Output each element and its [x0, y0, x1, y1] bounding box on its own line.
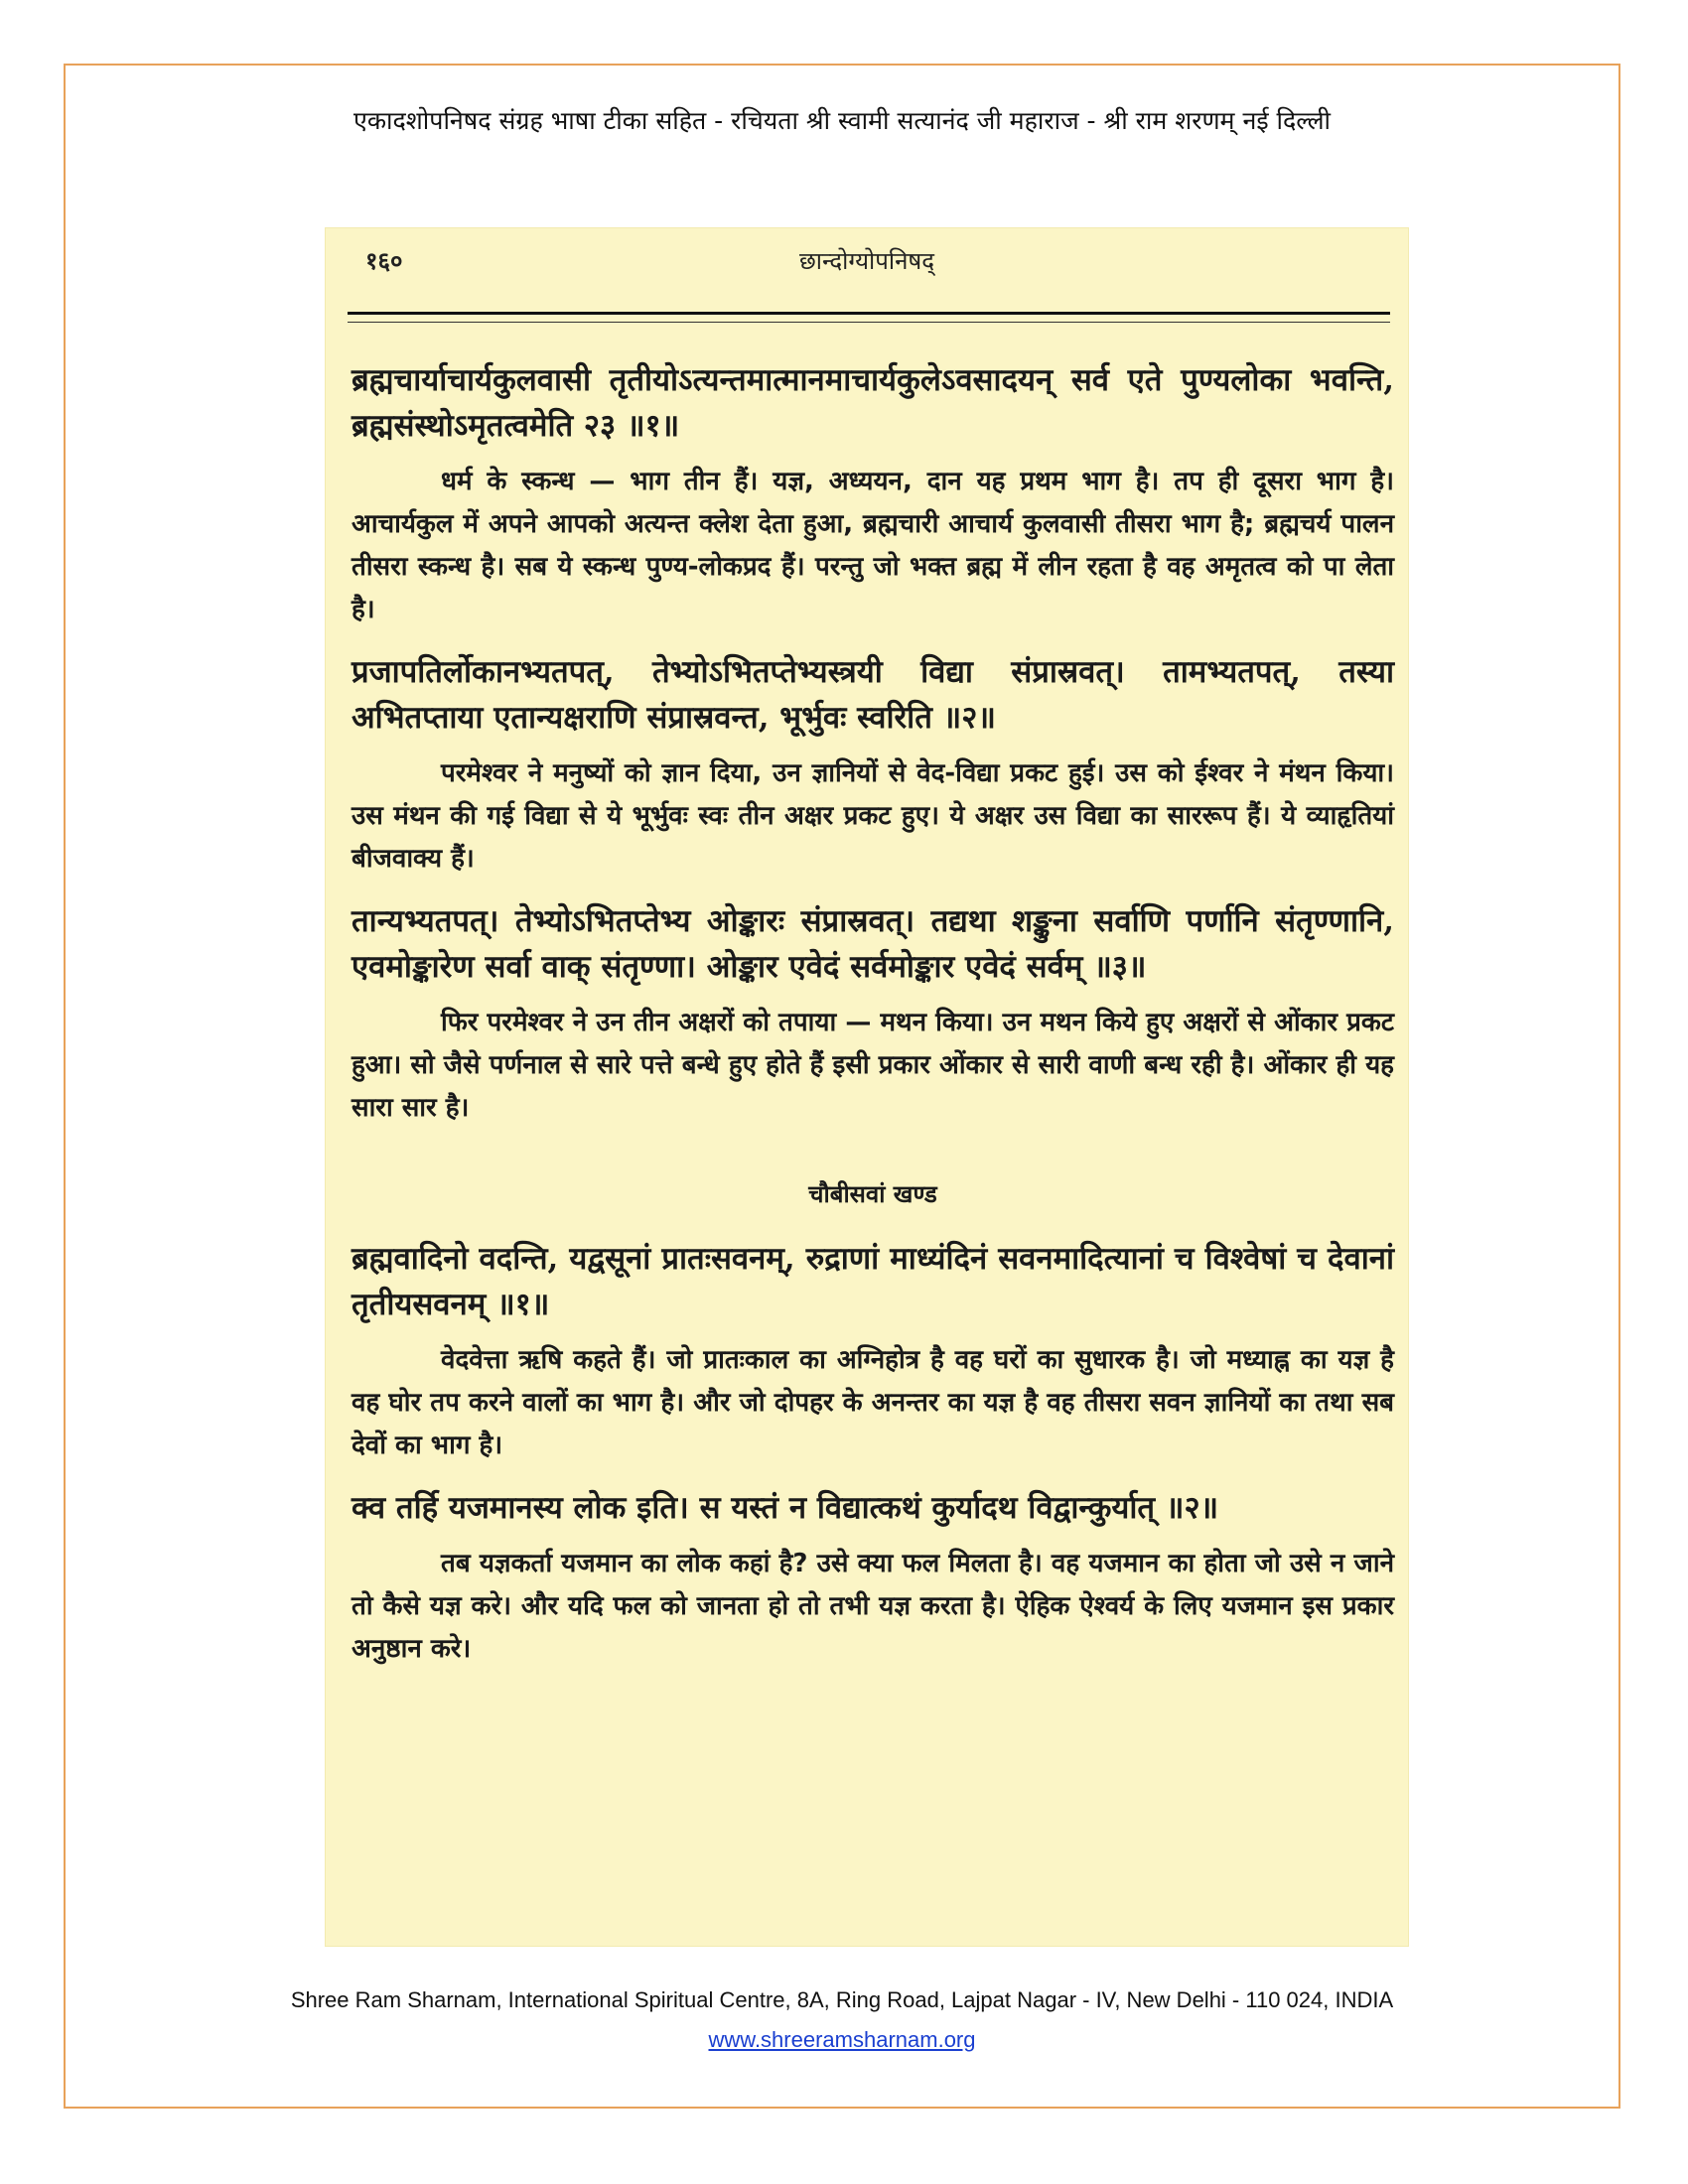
running-title: छान्दोग्योपनिषद्: [798, 247, 935, 275]
scanned-page: [326, 228, 1408, 1946]
footer-address: Shree Ram Sharnam, International Spiritual Centre, 8A, Ring Road, Lajpat Nagar - IV, New Delhi - 110 024, INDIA: [290, 1987, 1394, 2012]
body-text: [352, 357, 1394, 1689]
hindi-commentary: धर्म के स्कन्ध — भाग तीन हैं। यज्ञ, अध्ययन, दान यह प्रथम भाग है। तप ही दूसरा भाग है। आचार्यकुल में अपने आपको अत्यन्त क्लेश देता हुआ, ब्रह्मचारी आचार्य कुलवासी तीसरा भाग है; ब्रह्मचर्य पालन तीसरा स्कन्ध है। सब ये स्कन्ध पुण्य-लोकप्रद हैं। परन्तु जो भक्त ब्रह्म में लीन रहता है वह अमृतत्व को पा लेता है।: [352, 467, 1394, 624]
hindi-commentary: तब यज्ञकर्ता यजमान का लोक कहां है? उसे क्या फल मिलता है। वह यजमान का होता जो उसे न जाने तो कैसे यज्ञ करे। और यदि फल को जानता हो तो तभी यज्ञ करता है। ऐहिक ऐश्वर्य के लिए यजमान इस प्रकार अनुष्ठान करे।: [352, 1549, 1394, 1664]
website-link[interactable]: www.shreeramsharnam.org: [708, 2027, 976, 2052]
running-head: [355, 244, 1378, 284]
hindi-commentary: फिर परमेश्वर ने उन तीन अक्षरों को तपाया — मथन किया। उन मथन किये हुए अक्षरों से ओंकार प्रकट हुआ। सो जैसे पर्णनाल से सारे पत्ते बन्धे हुए होते हैं इसी प्रकार ओंकार से सारी वाणी बन्ध रही है। ओंकार ही यह सारा सार है।: [352, 1008, 1394, 1123]
sanskrit-verse: क्व तर्हि यजमानस्य लोक इति। स यस्तं न विद्यात्कथं कुर्यादथ विद्वान्कुर्यात् ॥२॥: [352, 1490, 1219, 1526]
hindi-commentary: वेदवेत्ता ऋषि कहते हैं। जो प्रातःकाल का अग्निहोत्र है वह घरों का सुधारक है। जो मध्याह्न का यज्ञ है वह घोर तप करने वालों का भाग है। और जो दोपहर के अनन्तर का यज्ञ है वह तीसरा सवन ज्ञानियों का तथा सब देवों का भाग है।: [352, 1345, 1394, 1460]
section-heading: चौबीसवां खण्ड: [808, 1179, 937, 1208]
sanskrit-verse: ब्रह्मवादिनो वदन्ति, यद्वसूनां प्रातःसवनम्, रुद्राणां माध्यंदिनं सवनमादित्यानां च विश्वेषां च देवानां तृतीयसवनम् ॥१॥: [352, 1241, 1394, 1322]
header-rule: [348, 312, 1390, 315]
sanskrit-verse: तान्यभ्यतपत्। तेभ्योऽभितप्तेभ्य ओङ्कारः संप्रास्रवत्। तद्यथा शङ्कुना सर्वाणि पर्णानि संतृण्णानि, एवमोङ्कारेण सर्वा वाक् संतृण्णा। ओङ्कार एवेदं सर्वमोङ्कार एवेदं सर्वम् ॥३॥: [352, 903, 1394, 985]
sanskrit-verse: प्रजापतिर्लोकानभ्यतपत्, तेभ्योऽभितप्तेभ्यस्त्रयी विद्या संप्रास्रवत्। तामभ्यतपत्, तस्या अभितप्ताया एतान्यक्षराणि संप्रास्रवन्त, भूर्भुवः स्वरिति ॥२॥: [352, 654, 1394, 736]
page-number: १६०: [365, 246, 403, 275]
sanskrit-verse: ब्रह्मचार्याचार्यकुलवासी तृतीयोऽत्यन्तमात्मानमाचार्यकुलेऽवसादयन् सर्व एते पुण्यलोका भवन्ति, ब्रह्मसंस्थोऽमृतत्वमेति २३ ॥१॥: [352, 362, 1394, 444]
hindi-commentary: परमेश्वर ने मनुष्यों को ज्ञान दिया, उन ज्ञानियों से वेद-विद्या प्रकट हुई। उस को ईश्वर ने मंथन किया। उस मंथन की गई विद्या से ये भूर्भुवः स्वः तीन अक्षर प्रकट हुए। ये अक्षर उस विद्या का साररूप हैं। ये व्याहृतियां बीजवाक्य हैं।: [352, 758, 1394, 874]
page-header: एकादशोपनिषद संग्रह भाषा टीका सहित - रचियता श्री स्वामी सत्यानंद जी महाराज - श्री राम शरणम् नई दिल्ली: [353, 106, 1331, 135]
header-rule-thin: [348, 322, 1390, 323]
